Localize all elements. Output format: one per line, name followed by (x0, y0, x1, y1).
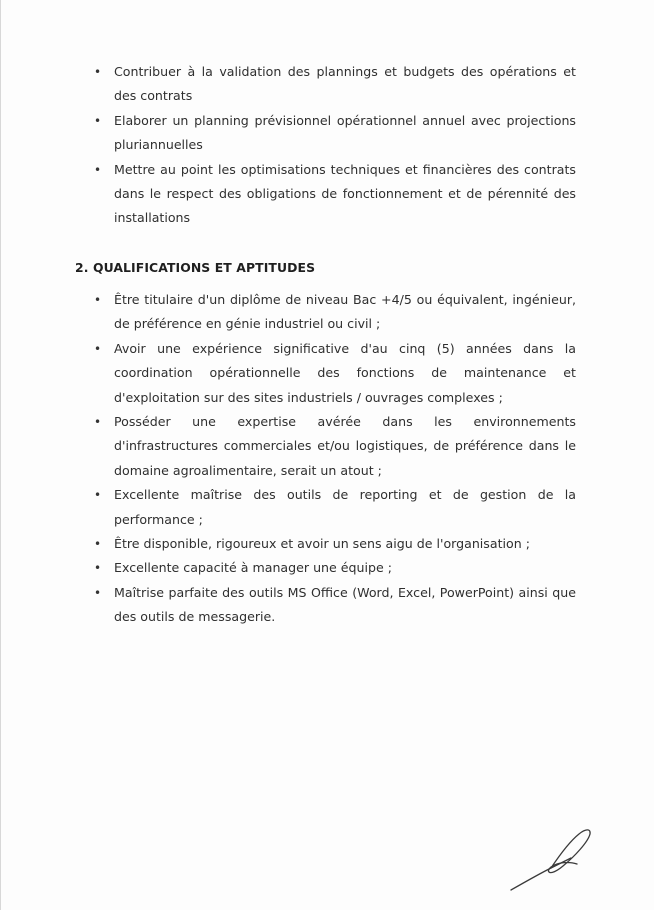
list-item (94, 337, 576, 410)
bullet-icon: • (94, 585, 102, 600)
bullet-icon: • (94, 162, 102, 177)
list-item (94, 158, 576, 231)
list-item-text: Être titulaire d'un diplôme de niveau Bac +4/5 ou équivalent, ingénieur, de préférence en génie industriel ou civil ; (114, 292, 576, 332)
section-heading: 2. QUALIFICATIONS ET APTITUDES (75, 260, 316, 275)
signature-icon (505, 822, 595, 896)
bullet-icon: • (94, 537, 102, 552)
list-item-text: Excellente capacité à manager une équipe ; (114, 560, 392, 576)
bullet-icon: • (94, 65, 102, 79)
list-item (94, 581, 576, 630)
list-item (94, 60, 576, 109)
list-item (94, 532, 576, 556)
list-item (94, 109, 576, 158)
responsibilities-list (94, 60, 576, 231)
list-item (94, 556, 576, 580)
list-item-text: Elaborer un planning prévisionnel opérationnel annuel avec projections pluriannuelles (114, 112, 576, 153)
bullet-icon: • (94, 488, 102, 503)
bullet-icon: • (94, 293, 102, 307)
bullet-icon: • (94, 561, 102, 576)
bullet-icon: • (94, 113, 102, 128)
bullet-icon: • (94, 415, 102, 430)
list-item-text: Mettre au point les optimisations techniques et financières des contrats dans le respect des obligations de fonctionnement et de pérennité des installations (114, 161, 576, 226)
list-item-text: Contribuer à la validation des plannings et budgets des opérations et des contrats (114, 64, 576, 104)
list-item (94, 288, 576, 337)
list-item (94, 483, 576, 532)
list-item-text: Maîtrise parfaite des outils MS Office (Word, Excel, PowerPoint) ainsi que des outils de messagerie. (114, 584, 576, 625)
list-item (94, 410, 576, 483)
list-item-text: Excellente maîtrise des outils de reporting et de gestion de la performance ; (114, 487, 576, 527)
list-item-text: Posséder une expertise avérée dans les environnements d'infrastructures commerciales et/ou logistiques, de préférence dans le domaine agroalimentaire, serait un atout ; (114, 414, 576, 478)
qualifications-list (94, 288, 576, 630)
bullet-icon: • (94, 341, 102, 356)
list-item-text: Avoir une expérience significative d'au cinq (5) années dans la coordination opérationnelle des fonctions de maintenance et d'exploitation sur des sites industriels / ouvrages complexes ; (114, 340, 576, 405)
list-item-text: Être disponible, rigoureux et avoir un sens aigu de l'organisation ; (114, 536, 530, 552)
